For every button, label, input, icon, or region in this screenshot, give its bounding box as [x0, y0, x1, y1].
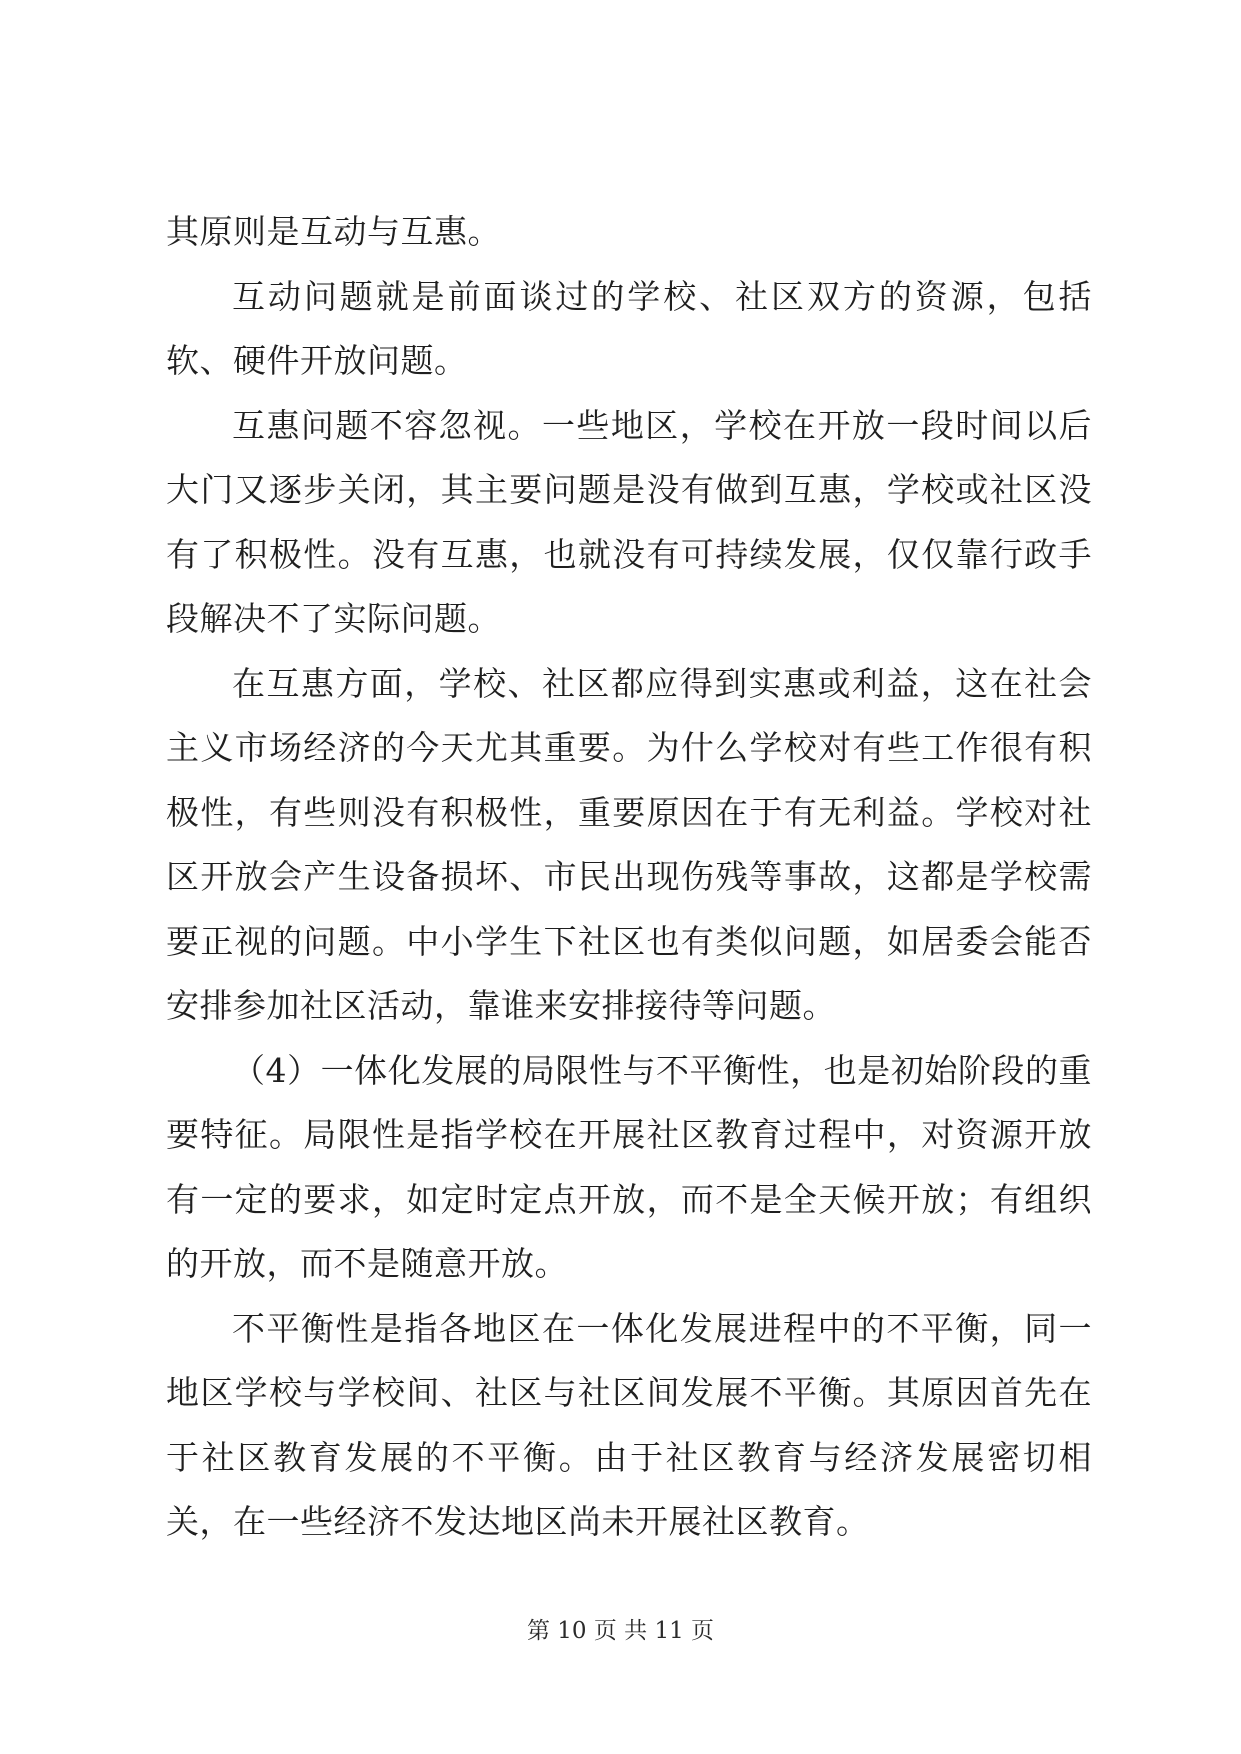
paragraph-imbalance: 不平衡性是指各地区在一体化发展进程中的不平衡，同一地区学校与学校间、社区与社区间发展不平衡。其原因首先在于社区教育发展的不平衡。由于社区教育与经济发展密切相关，在一些经济不发达地区尚未开展社区教育。	[166, 1308, 1092, 1541]
page-footer: 第 10 页 共 11 页	[526, 1618, 715, 1644]
paragraph-limitations: （4）一体化发展的局限性与不平衡性，也是初始阶段的重要特征。局限性是指学校在开展社区教育过程中，对资源开放有一定的要求，如定时定点开放，而不是全天候开放；有组织的开放，而不是随意开放。	[166, 1050, 1092, 1283]
paragraph-mutual-benefit: 互惠问题不容忽视。一些地区，学校在开放一段时间以后大门又逐步关闭，其主要问题是没有做到互惠，学校或社区没有了积极性。没有互惠，也就没有可持续发展，仅仅靠行政手段解决不了实际问题。	[166, 405, 1092, 638]
paragraph-continuation: 其原则是互动与互惠。	[166, 212, 501, 251]
paragraph-interaction: 互动问题就是前面谈过的学校、社区双方的资源，包括软、硬件开放问题。	[166, 276, 1092, 380]
document-body	[166, 200, 1092, 1555]
paragraph-benefit-aspects: 在互惠方面，学校、社区都应得到实惠或利益，这在社会主义市场经济的今天尤其重要。为什么学校对有些工作很有积极性，有些则没有积极性，重要原因在于有无利益。学校对社区开放会产生设备损坏、市民出现伤残等事故，这都是学校需要正视的问题。中小学生下社区也有类似问题，如居委会能否安排参加社区活动，靠谁来安排接待等问题。	[166, 663, 1092, 1025]
